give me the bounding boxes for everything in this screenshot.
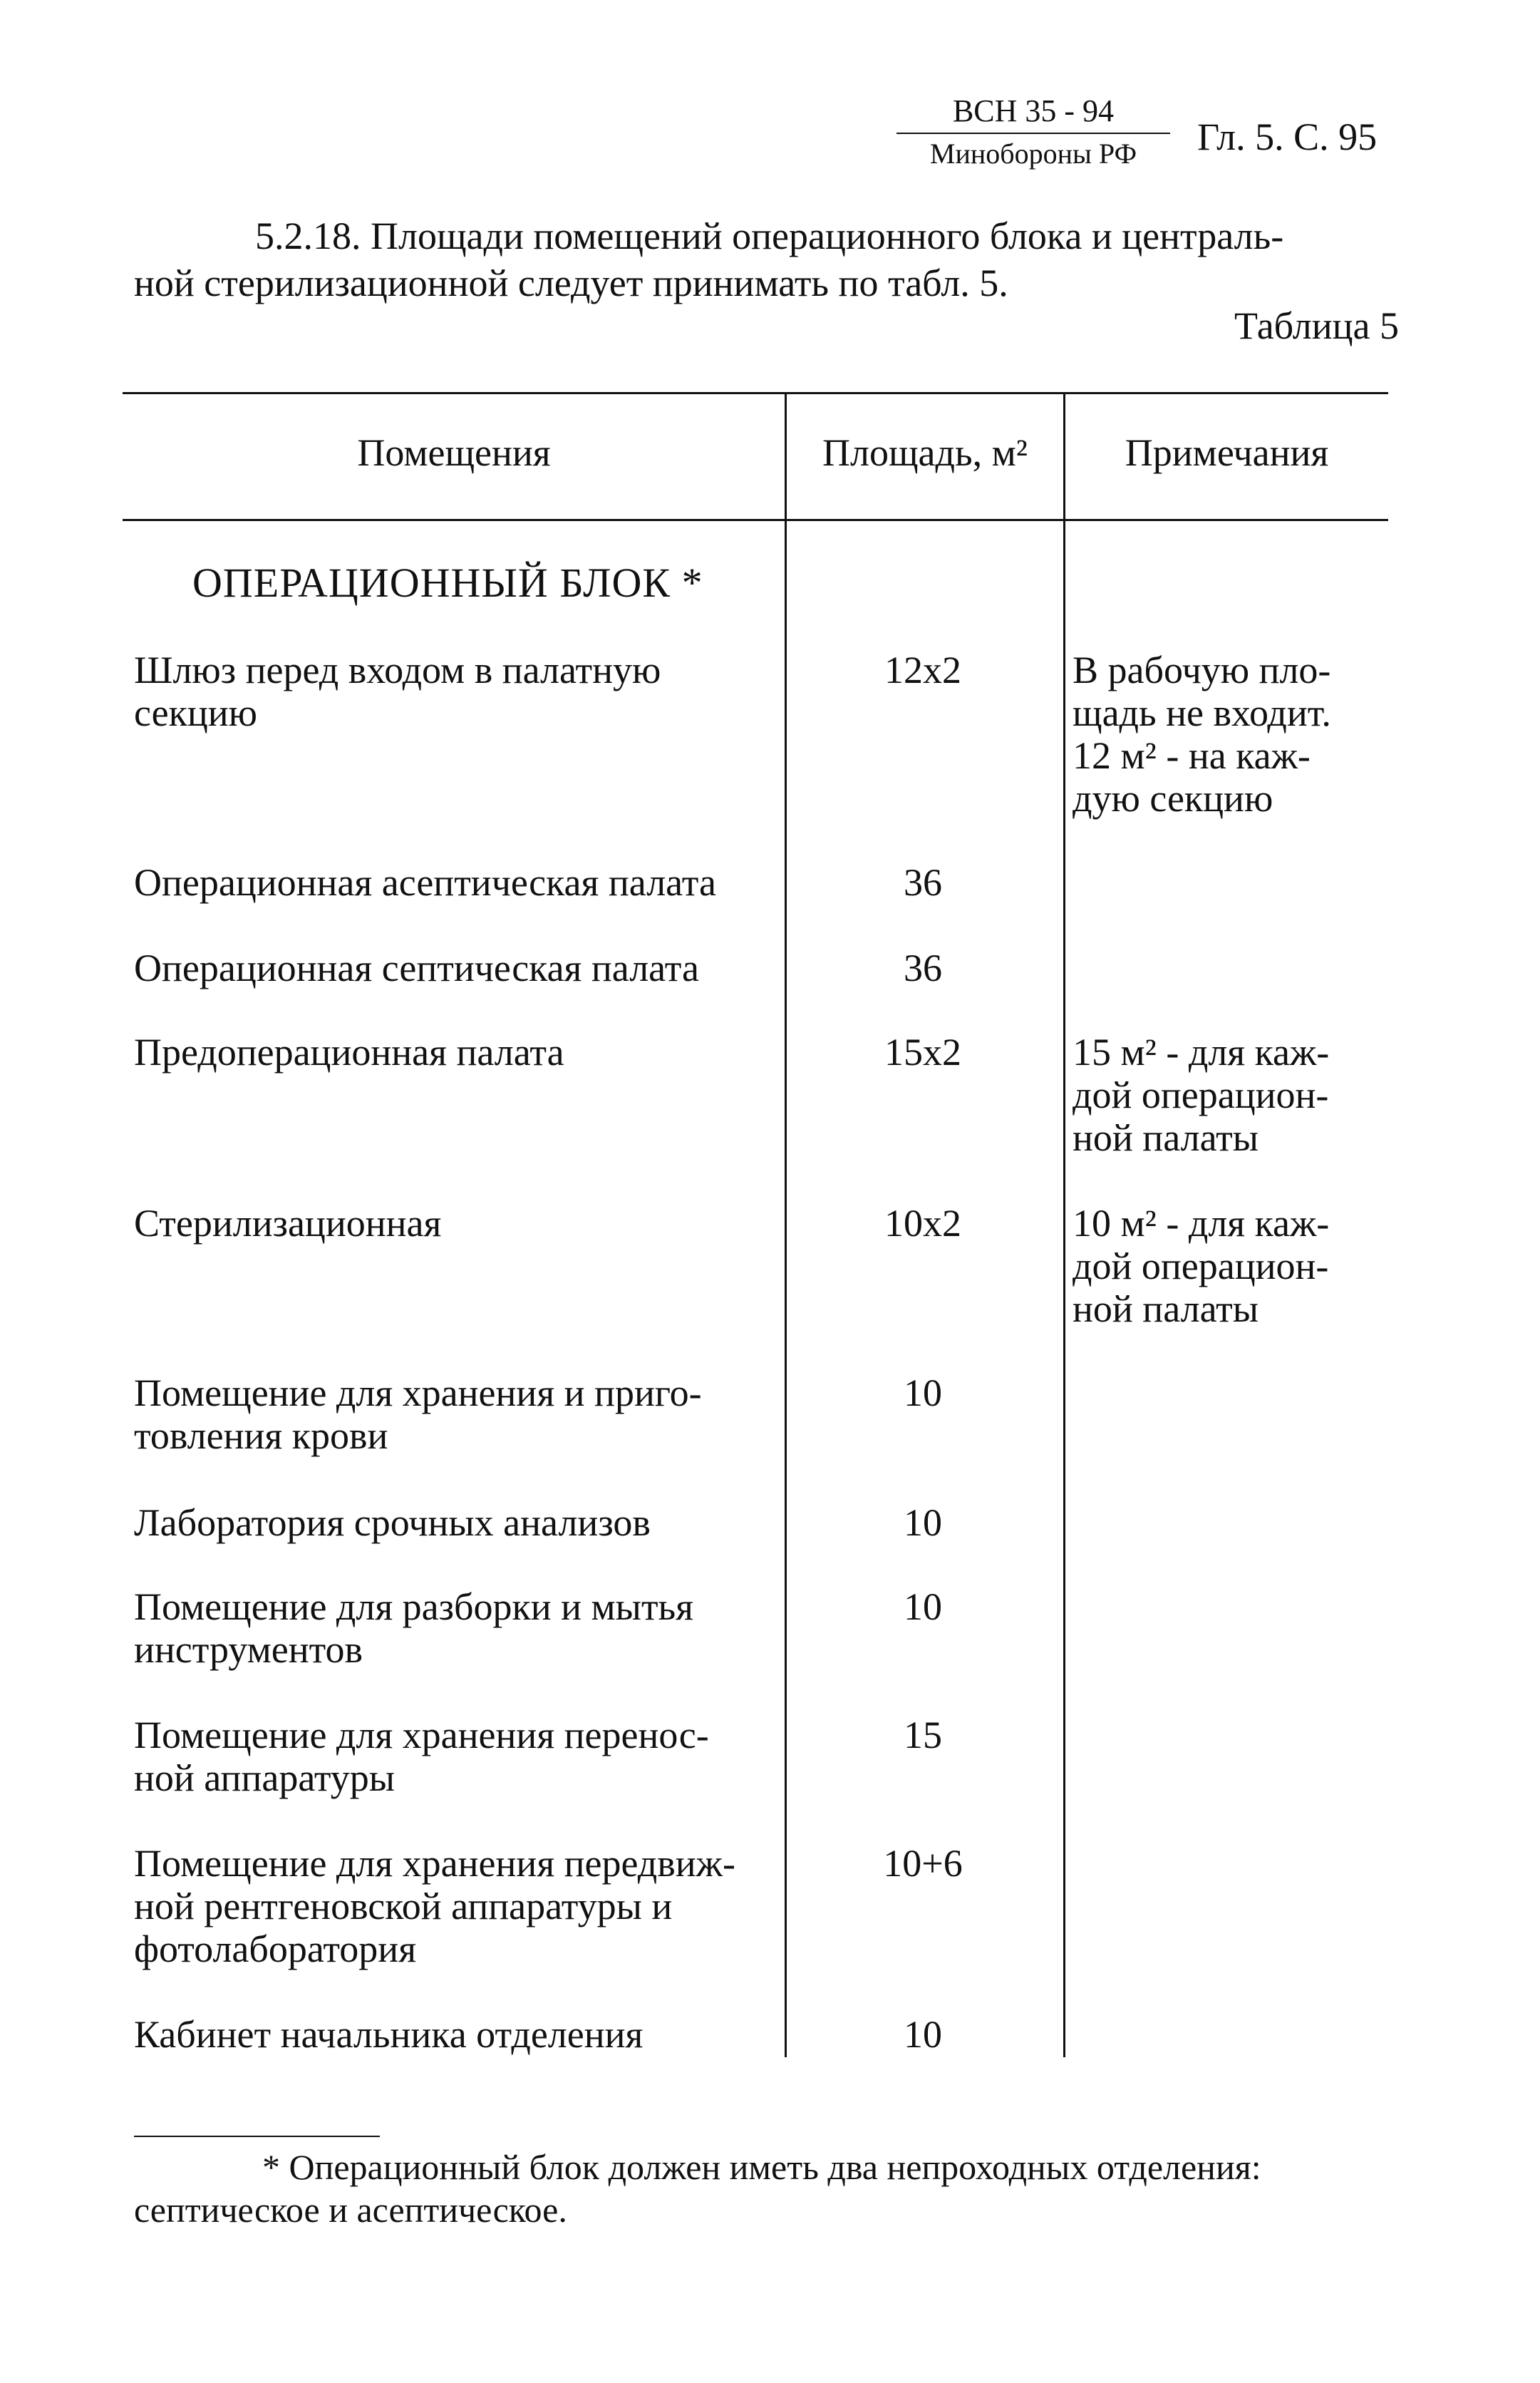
room-line: Шлюз перед входом в палатную [134, 649, 661, 691]
table-row-note [1073, 1202, 1400, 1330]
table-row-room [134, 1031, 775, 1074]
room-line: Помещение для хранения перенос- [134, 1714, 709, 1756]
table-row-room [134, 861, 775, 904]
table-row-area: 10 [904, 2013, 942, 2056]
room-line: Операционная септическая палата [134, 947, 699, 989]
table-row-area: 10 [904, 1501, 942, 1544]
table-row-room [134, 1202, 775, 1245]
room-line: фотолаборатория [134, 1927, 417, 1970]
room-line: Помещение для хранения передвиж- [134, 1842, 735, 1885]
table-row-area: 10x2 [884, 1202, 961, 1245]
room-line: Стерилизационная [134, 1202, 442, 1245]
note-line: ной палаты [1073, 1287, 1259, 1330]
room-line: ной аппаратуры [134, 1756, 396, 1799]
note-line: дой операцион- [1073, 1245, 1329, 1287]
note-line: 10 м² - для каж- [1073, 1202, 1330, 1245]
note-line: ной палаты [1073, 1116, 1259, 1159]
table-row-note [1073, 1031, 1400, 1159]
table-row-room [134, 1714, 775, 1799]
room-line: ной рентгеновской аппаратуры и [134, 1885, 673, 1927]
header-divider [896, 133, 1170, 134]
room-line: Кабинет начальника отделения [134, 2013, 644, 2056]
table-row-note [1073, 649, 1400, 820]
table-row-area: 15 [904, 1714, 942, 1756]
table-header-rule [123, 519, 1388, 521]
room-line: Предоперационная палата [134, 1031, 564, 1074]
room-line: Помещение для хранения и приго- [134, 1371, 702, 1414]
column-header-notes: Примечания [1125, 431, 1329, 474]
note-line: дую секцию [1073, 777, 1273, 820]
table-row-area: 10+6 [883, 1842, 963, 1885]
table-row-room [134, 947, 775, 989]
note-line: дой операцион- [1073, 1074, 1329, 1116]
ministry-name: Минобороны РФ [929, 138, 1137, 170]
section-title: ОПЕРАЦИОННЫЙ БЛОК * [192, 560, 703, 606]
table-row-room [134, 1371, 775, 1457]
table-row-room [134, 1501, 775, 1544]
table-row-area: 36 [904, 947, 942, 989]
note-line: В рабочую пло- [1073, 649, 1331, 691]
column-header-area: Площадь, м² [822, 431, 1028, 474]
room-line: Операционная асептическая палата [134, 861, 716, 904]
table-row-room [134, 2013, 775, 2056]
table-caption: Таблица 5 [1234, 304, 1399, 347]
column-header-rooms: Помещения [357, 431, 551, 474]
room-line: секцию [134, 691, 257, 734]
document-code-block [891, 91, 1176, 173]
room-line: Помещение для разборки и мытья [134, 1585, 694, 1628]
table-row-room [134, 1585, 775, 1671]
table-row-area: 36 [904, 861, 942, 904]
clause-line-1: 5.2.18. Площади помещений операционного блока и централь- [255, 215, 1284, 257]
note-line: 12 м² - на каж- [1073, 734, 1311, 777]
clause-line-2: ной стерилизационной следует принимать по табл. 5. [134, 262, 1008, 304]
footnote-line-2: септическое и асептическое. [134, 2190, 567, 2230]
table-row-area: 15x2 [884, 1031, 961, 1074]
room-line: инструментов [134, 1628, 363, 1671]
footnote [134, 2146, 1388, 2231]
note-line: 15 м² - для каж- [1073, 1031, 1330, 1074]
clause-paragraph [134, 212, 1395, 307]
note-line: щадь не входит. [1073, 691, 1331, 734]
table-row-area: 10 [904, 1371, 942, 1414]
footnote-rule [134, 2136, 380, 2137]
table-top-rule [123, 392, 1388, 394]
footnote-line-1: * Операционный блок должен иметь два непроходных отделения: [262, 2147, 1261, 2187]
table-row-room [134, 649, 775, 734]
table-row-area: 10 [904, 1585, 942, 1628]
room-line: Лаборатория срочных анализов [134, 1501, 651, 1544]
document-code: ВСН 35 - 94 [952, 93, 1115, 128]
room-line: товления крови [134, 1414, 388, 1457]
page-reference: Гл. 5. С. 95 [1197, 115, 1378, 158]
table-row-area: 12x2 [884, 649, 961, 691]
table-row-room [134, 1842, 775, 1970]
column-divider-2 [1063, 392, 1065, 2057]
